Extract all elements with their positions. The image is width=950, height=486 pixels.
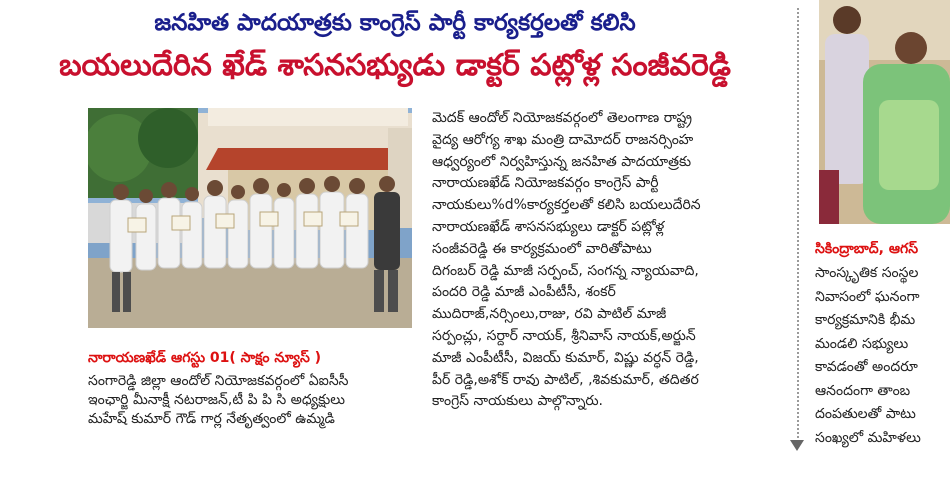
body-line: కాంగ్రెస్ నాయకులు పాల్గొన్నారు. — [432, 393, 604, 410]
body-line: నారాయణఖేడ్ నియోజకవర్గం కాంగ్రెస్ పార్టీ — [432, 175, 659, 192]
body-line: నివాసంలో ఘనంగా — [815, 288, 920, 305]
article-headline: బయలుదేరిన ఖేడ్ శాసనసభ్యుడు డాక్టర్ పట్లోళ్ల సంజీవరెడ్డి — [59, 48, 731, 83]
article-body-right — [432, 108, 777, 413]
body-line: దిగంబర్ రెడ్డి మాజీ సర్పంచ్, సంగన్న న్యాయవాది, — [432, 262, 699, 279]
body-line: ఆనందంగా తాంబ — [815, 382, 911, 399]
body-line: ముదిరాజ్,నర్సింలు,రాజు, రవి పాటిల్ మాజీ — [432, 306, 667, 323]
body-line: నారాయణఖేడ్ శాసనసభ్యులు డాక్టర్ పట్లోళ్ల — [432, 218, 665, 235]
body-line: వైద్య ఆరోగ్య శాఖ మంత్రి దామోదర్ రాజనర్సింహ — [432, 131, 694, 148]
article-body-left — [88, 372, 424, 429]
body-line: సంజీవరెడ్డి ఈ కార్యక్రమంలో వారితోపాటు — [432, 240, 652, 257]
body-line: సంగారెడ్డి జిల్లా ఆందోల్ నియోజకవర్గంలో ఏఐసీసీ — [88, 373, 349, 389]
sidebar-body — [815, 262, 950, 450]
body-line: దంపతులతో పాటు — [815, 406, 916, 422]
body-line: ఇంఛార్జి మీనాక్షీ నటరాజన్,టీ పి పి సి అధ్యక్షులు — [88, 392, 345, 408]
body-line: మెదక్ ఆందోల్ నియోజకవర్గంలో తెలంగాణ రాష్ట్ర — [432, 110, 693, 126]
body-line: మహేష్ కుమార్ గౌడ్ గార్ల నేతృత్వంలో ఉమ్మడి — [88, 411, 335, 427]
body-line: ఆధ్వర్యంలో నిర్వహిస్తున్న జనహిత పాదయాత్రకు — [432, 153, 692, 170]
article-kicker: జనహిత పాదయాత్రకు కాంగ్రెస్ పార్టీ కార్యకర్తలతో కలిసి — [154, 10, 636, 36]
body-line: సర్పంచ్లు, సర్దార్ నాయక్, శ్రీనివాస్ నాయక్,అర్జున్ — [432, 327, 696, 344]
sidebar-photo — [819, 0, 950, 224]
body-line: కావడంతో అందరూ — [815, 359, 918, 375]
sidebar-dateline: సికింద్రాబాద్, ఆగస్ — [815, 241, 919, 257]
body-line: సాంస్కృతిక సంస్థల — [815, 265, 919, 281]
body-line: మాజీ ఎంపీటీసీ, విజయ్ కుమార్, విష్ణు వర్ధన్ రెడ్డి, — [432, 349, 699, 366]
body-line: సంఖ్యలో మహిళలు — [815, 429, 921, 446]
article-dateline: నారాయణఖేడ్ ఆగస్టు 01( సాక్షం న్యూస్ ) — [88, 350, 322, 366]
body-line: మండలి సభ్యులు — [815, 335, 909, 352]
column-divider — [797, 8, 799, 438]
body-line: నాయకులు%d%కార్యకర్తలతో కలిసి బయలుదేరిన — [432, 197, 701, 214]
body-line: కార్యక్రమానికి భీమ — [815, 312, 916, 328]
group-photo — [88, 108, 412, 328]
continue-arrow-icon — [790, 440, 804, 451]
body-line: పందరి రెడ్డి మాజీ ఎంపీటీసీ, శంకర్ — [432, 284, 616, 301]
body-line: పీర్ రెడ్డి,అశోక్ రావు పాటిల్, ,శివకుమార్, తదితర — [432, 371, 699, 388]
